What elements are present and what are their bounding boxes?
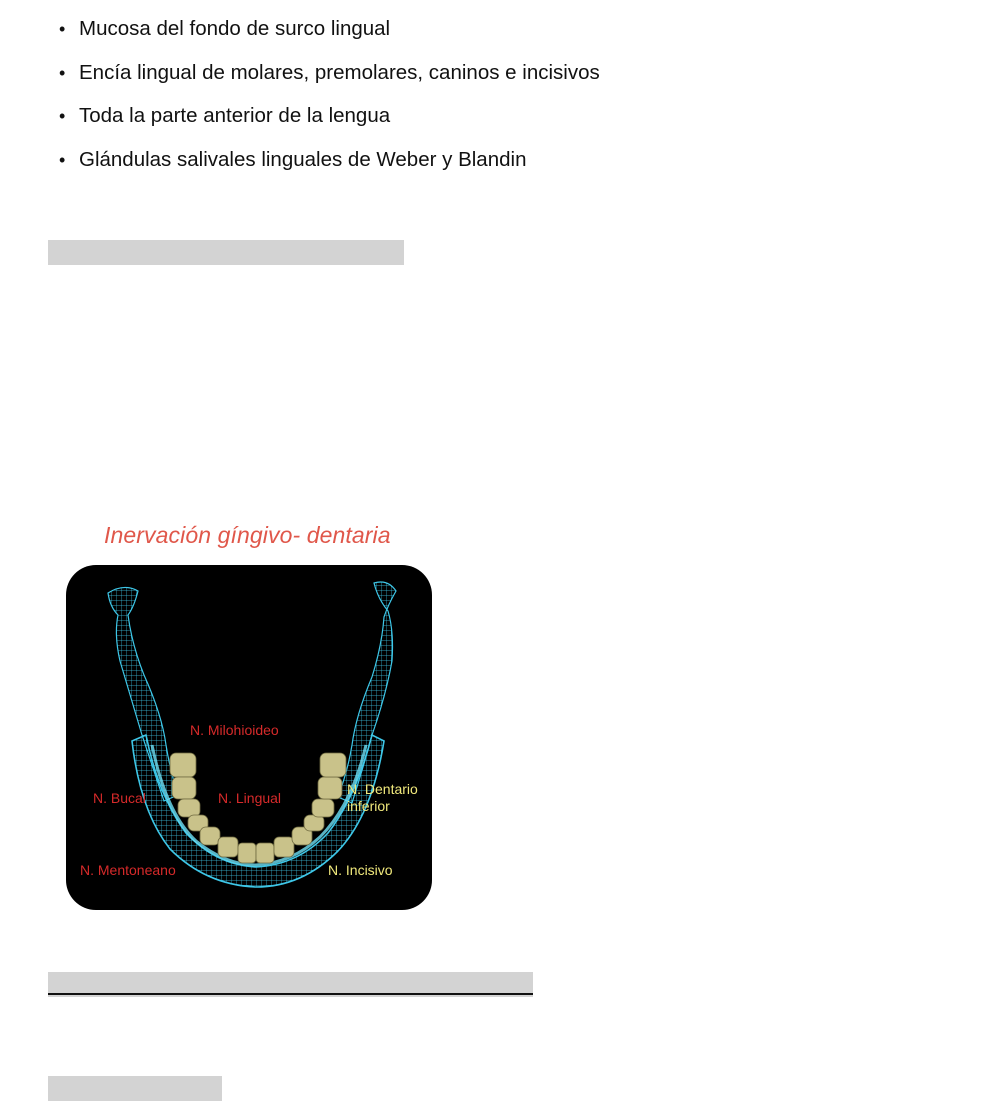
bullet-item	[56, 145, 600, 189]
bullet-icon: •	[59, 149, 66, 170]
label-dentario-inferior-line2: inferior	[347, 798, 390, 814]
redacted-heading-bar	[48, 240, 404, 265]
label-incisivo: N. Incisivo	[328, 862, 393, 878]
figure-title: Inervación gíngivo- dentaria	[104, 522, 391, 548]
bullet-list	[56, 14, 600, 188]
label-milohioideo: N. Milohioideo	[190, 722, 279, 738]
label-bucal: N. Bucal	[93, 790, 146, 806]
bullet-item	[56, 58, 600, 102]
bullet-text: Toda la parte anterior de la lengua	[79, 104, 391, 127]
redacted-heading-bar	[48, 972, 533, 997]
bullet-text: Glándulas salivales linguales de Weber y Blandin	[79, 147, 527, 171]
label-dentario-inferior-line1: N. Dentario	[347, 781, 418, 797]
bullet-text: Encía lingual de molares, premolares, caninos e incisivos	[79, 60, 600, 84]
bullet-icon: •	[59, 62, 66, 83]
underline-rule	[48, 993, 533, 995]
mandible-figure	[66, 565, 432, 910]
bullet-icon: •	[59, 19, 66, 39]
bullet-item	[56, 101, 600, 145]
redacted-heading-bar	[48, 1076, 222, 1101]
label-mentoneano: N. Mentoneano	[80, 862, 176, 878]
bullet-icon: •	[59, 106, 66, 126]
bullet-item	[56, 14, 600, 58]
label-lingual: N. Lingual	[218, 790, 282, 806]
bullet-text: Mucosa del fondo de surco lingual	[79, 17, 391, 40]
